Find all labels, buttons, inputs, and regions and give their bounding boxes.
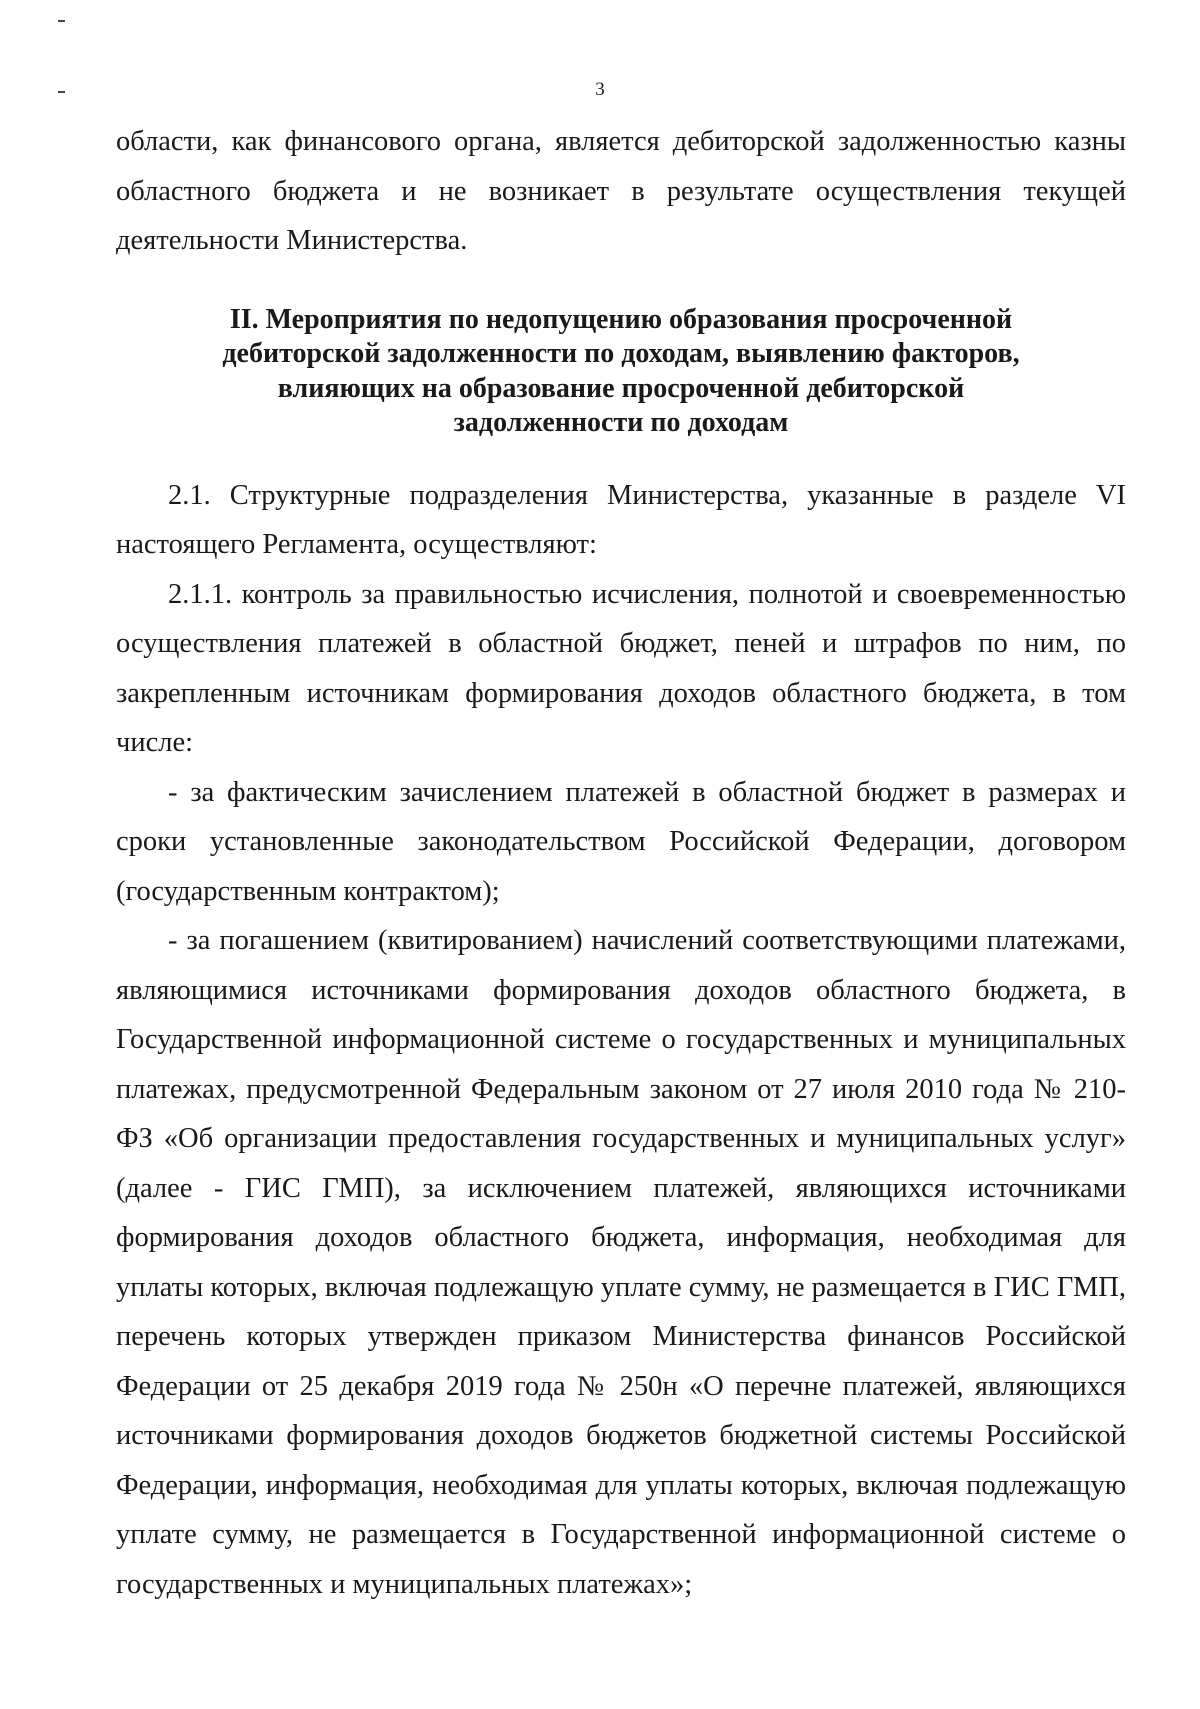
- section-heading: [146, 303, 1096, 441]
- intro-paragraph: области, как финансового органа, является дебиторской задолженностью казны областного бюджета и не возникает в результате осуществления текущей деятельности Министерства.: [116, 126, 1126, 256]
- scan-artifact-mark: [58, 20, 65, 22]
- section-heading-line: дебиторской задолженности по доходам, выявлению факторов,: [222, 338, 1020, 369]
- section-heading-line: влияющих на образование просроченной дебиторской: [277, 372, 965, 404]
- page-number: 3: [595, 79, 605, 100]
- list-item-actual-crediting: - за фактическим зачислением платежей в областной бюджет в размерах и сроки установленные законодательством Российской Федерации, договором (государственным контрактом);: [116, 776, 1126, 907]
- paragraph-2-1: 2.1. Структурные подразделения Министерства, указанные в разделе VI настоящего Регламента, осуществляют:: [116, 479, 1126, 560]
- list-item-quitting: - за погашением (квитированием) начислений соответствующими платежами, являющимися источниками формирования доходов областного бюджета, в Государственной информационной системе о государственных и муниципальных платежах, предусмотренной Федеральным законом от 27 июля 2010 года № 210-ФЗ «Об организации предоставления государственных и муниципальных услуг» (далее - ГИС ГМП), за исключением платежей, являющихся источниками формирования доходов областного бюджета, информация, необходимая для уплаты которых, включая подлежащую уплате сумму, не размещается в ГИС ГМП, перечень которых утвержден приказом Министерства финансов Российской Федерации от 25 декабря 2019 года № 250н «О перечне платежей, являющихся источниками формирования доходов бюджетов бюджетной системы Российской Федерации, информация, необходимая для уплаты которых, включая подлежащую уплате сумму, не размещается в Государственной информационной системе о государственных и муниципальных платежах»;: [116, 925, 1126, 1600]
- section-heading-line: задолженности по доходам: [453, 407, 789, 438]
- document-body: [116, 117, 1126, 1609]
- section-heading-line: II. Мероприятия по недопущению образования просроченной: [229, 303, 1013, 335]
- paragraph-2-1-1: 2.1.1. контроль за правильностью исчисления, полнотой и своевременностью осуществления платежей в областной бюджет, пеней и штрафов по ним, по закрепленным источникам формирования доходов областного бюджета, в том числе:: [116, 578, 1126, 758]
